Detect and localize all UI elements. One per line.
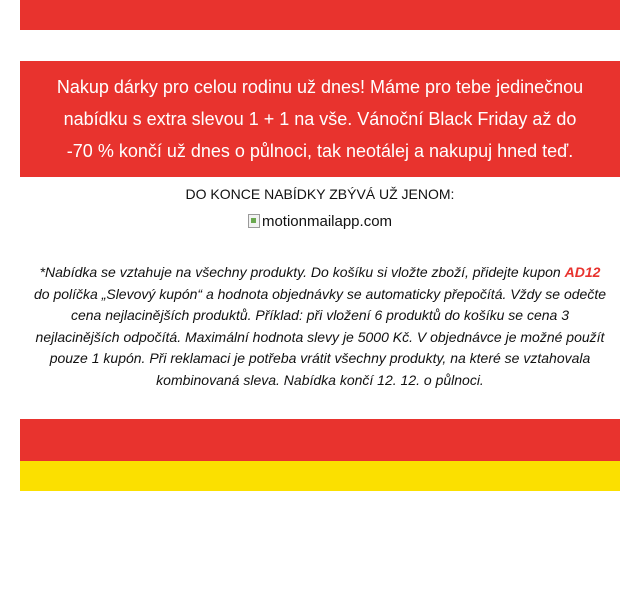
- offer-terms: [20, 262, 620, 391]
- countdown-timer-image: [20, 213, 620, 230]
- top-red-bar: [20, 0, 620, 30]
- footer-red-band: [20, 419, 620, 461]
- footer-yellow-band: [20, 461, 620, 491]
- countdown-image-alt-text: motionmailapp.com: [261, 213, 393, 230]
- promo-text: Nakup dárky pro celou rodinu už dnes! Máme pro tebe jedinečnou nabídku s extra slevou 1 + 1 na vše. Vánoční Black Friday až do -70 % končí už dnes o půlnoci, tak neotálej a nakupuj hned teď.: [56, 77, 584, 161]
- countdown-label: DO KONCE NABÍDKY ZBÝVÁ UŽ JENOM:: [185, 186, 455, 202]
- coupon-code: AD12: [564, 264, 601, 280]
- terms-text-start: *Nabídka se vztahuje na všechny produkty. Do košíku si vložte zboží, přidejte kupon: [39, 264, 565, 280]
- terms-text-end: do políčka „Slevový kupón“ a hodnota objednávky se automaticky přepočítá. Vždy se odečte cena nejlacinějších produktů. Příklad: při vložení 6 produktů do košíku se cena 3 nejlacinějších odpočítá. Maximální hodnota slevy je 5000 Kč. V objednávce je možné použít pouze 1 kupón. Při reklamaci je potřeba vrátit všechny produkty, na které se vztahovala kombinovaná sleva. Nabídka končí 12. 12. o půlnoci.: [33, 285, 606, 388]
- promo-banner[interactable]: [20, 61, 620, 177]
- broken-image-icon: [248, 214, 260, 228]
